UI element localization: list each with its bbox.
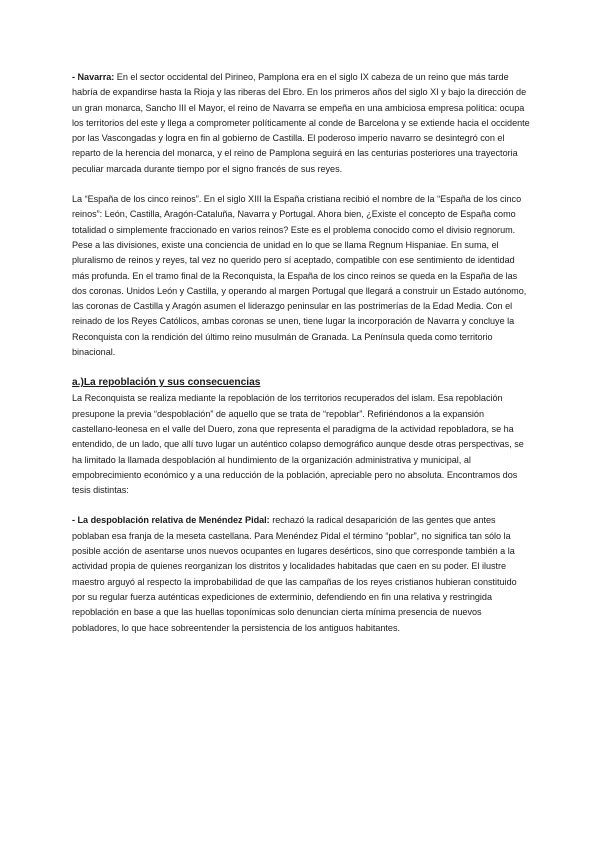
paragraph-repoblacion: La Reconquista se realiza mediante la repoblación de los territorios recuperados del islam. Esa repoblación presupone la previa “despoblación” de aquello que se trata de “repoblar”. Refiriéndonos a la expansión castellano-leonesa en el valle del Duero, zona que representa el paradigma de la actividad repobladora, se ha entendido, de un lado, que allí tuvo lugar un auténtico colapso demográfico aunque desde otras perspectivas, se ha limitado la llamada despoblación al hundimiento de la organización administrativa y municipal, al empobrecimiento económico y a una reducción de la población, apreciable pero no absoluta. Encontramos dos tesis distintas: (72, 393, 524, 496)
paragraph-lead: - Navarra: (72, 72, 115, 82)
paragraph-cinco-reinos: La “España de los cinco reinos”. En el siglo XIII la España cristiana recibió el nombre de la “España de los cinco reinos”: León, Castilla, Aragón-Cataluña, Navarra y Portugal. Ahora bien, ¿Existe el concepto de España como totalidad o simplemente fraccionado en varios reinos? Este es el problema conocido como el divisio regnorum. Pese a las divisiones, existe una conciencia de unidad en lo que se llama Regnum Hispaniae. En suma, el pluralismo de reinos y reyes, tal vez no querido pero sí aceptado, compatible con ese sentimiento de identidad más profunda. En el tramo final de la Reconquista, la España de los cinco reinos se queda en la España de las dos coronas. Unidos León y Castilla, y operando al margen Portugal que llegará a construir un Estado autónomo, las coronas de Castilla y Aragón asumen el liderazgo peninsular en las postrimerías de la Edad Media. Con el reinado de los Reyes Católicos, ambas coronas se unen, tiene lugar la incorporación de Navarra y concluye la Reconquista con la rendición del último reino musulmán de Granada. La Península queda como territorio binacional. (72, 194, 527, 358)
paragraph-navarra (72, 70, 530, 177)
document-page (72, 70, 530, 636)
paragraph-lead: - La despoblación relativa de Menéndez Pidal: (72, 515, 270, 526)
paragraph-text: En el sector occidental del Pirineo, Pamplona era en el siglo IX cabeza de un reino que más tarde habría de expandirse hasta la Rioja y las riberas del Ebro. En los primeros años del siglo XI y bajo la dirección de un gran monarca, Sancho III el Mayor, el reino de Navarra se empeña en una ambiciosa empresa política: ocupa los territorios del este y llega a comprometer políticamente al conde de Barcelona y se extiende hacia el occidente por las Vascongadas y logra en fin al gobierno de Castilla. El poderoso imperio navarro se desintegró con el reparto de la herencia del monarca, y el reino de Pamplona seguirá en las centurias posteriores una trayectoria peculiar marcada durante tiempo por el signo francés de sus reyes. (72, 72, 530, 174)
section-heading: a.)La repoblación y sus consecuencias (72, 377, 261, 389)
paragraph-text: rechazó la radical desaparición de las gentes que antes poblaban esa franja de la meseta castellana. Para Menéndez Pidal el término “poblar”, no significa tan sólo la posible acción de asentarse unos nuevos ocupantes en lugares desérticos, sino que corresponde también a la actividad propia de quienes reorganizan los distritos y localidades habitadas que caen en su poder. El ilustre maestro arguyó al respecto la improbabilidad de que las campañas de los reyes cristianos hubieran constituido por su regular fuerza auténticas expediciones de exterminio, defendiendo en fin una relativa y restringida repoblación en base a que las huellas toponímicas solo denuncian cierta mínima presencia de nuevos pobladores, lo que hace sobreentender la persistencia de los antiguos habitantes. (72, 515, 517, 633)
paragraph-menendez-pidal (72, 513, 530, 635)
